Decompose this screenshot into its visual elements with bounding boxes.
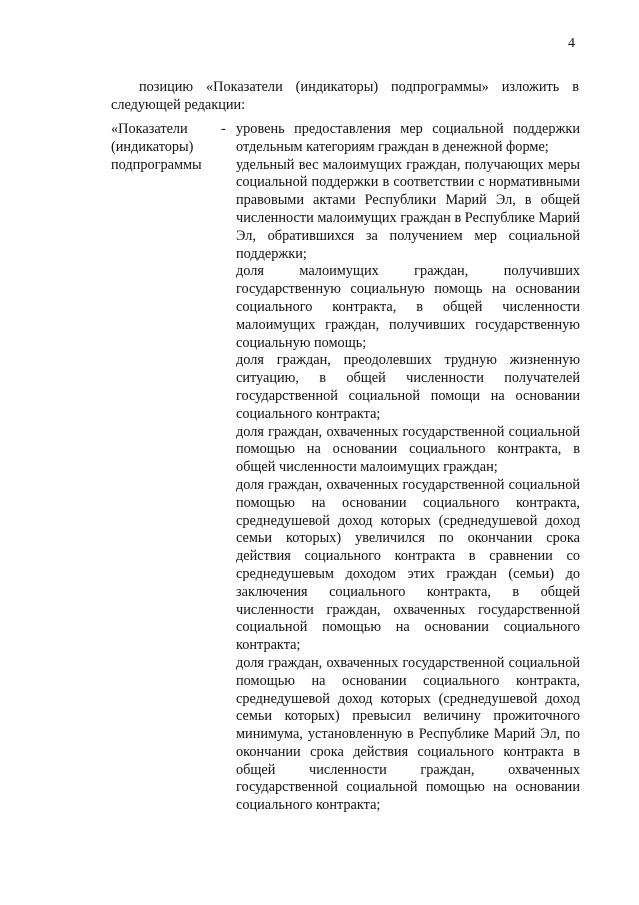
intro-paragraph bbox=[111, 78, 579, 114]
indicator-item: доля граждан, охваченных государственной социальной помощью на основании социального контракта, среднедушевой доход которых (среднедушевой доход семьи которых) превысил величину прожиточного минимума, установленную в Республике Марий Эл, по окончании срока действия социального контракта в общей численности граждан, охваченных государственной социальной помощью на основании социального контракта; bbox=[236, 654, 580, 814]
indicator-list bbox=[236, 121, 580, 815]
indicator-item: удельный вес малоимущих граждан, получающих меры социальной поддержки в соответствии с нормативными правовыми актами Республики Марий Эл, в общей численности малоимущих граждан в Республике Марий Эл, обратившихся за получением мер социальной поддержки; bbox=[236, 156, 580, 262]
indicator-item: доля граждан, преодолевших трудную жизненную ситуацию, в общей численности получателей государственной социальной помощи на основании социального контракта; bbox=[236, 352, 580, 422]
indicator-item: уровень предоставления мер социальной поддержки отдельным категориям граждан в денежной форме; bbox=[236, 121, 580, 155]
term-column bbox=[111, 121, 221, 174]
term-line: (индикаторы) bbox=[111, 138, 194, 155]
intro-text: позицию «Показатели (индикаторы) подпрограммы» изложить в следующей редакции: bbox=[111, 79, 579, 113]
indicator-item: доля малоимущих граждан, получивших государственную социальную помощь на основании социального контракта, в общей численности малоимущих граждан, получивших государственную социальную помощь; bbox=[236, 263, 580, 351]
term-line: подпрограммы bbox=[111, 156, 202, 173]
term-line: «Показатели bbox=[111, 121, 188, 137]
dash-separator: - bbox=[221, 121, 226, 137]
page-number: 4 bbox=[568, 36, 575, 51]
indicator-item: доля граждан, охваченных государственной социальной помощью на основании социального контракта, в общей численности малоимущих граждан; bbox=[236, 423, 580, 476]
indicator-item: доля граждан, охваченных государственной социальной помощью на основании социального контракта, среднедушевой доход которых (среднедушевой доход семьи которых) увеличился по окончании срока действия социального контракта в сравнении со среднедушевым доходом этих граждан (семьи) до заключения социального контракта, в общей численности граждан, охваченных государственной социальной помощью на основании социального контракта; bbox=[236, 476, 580, 654]
